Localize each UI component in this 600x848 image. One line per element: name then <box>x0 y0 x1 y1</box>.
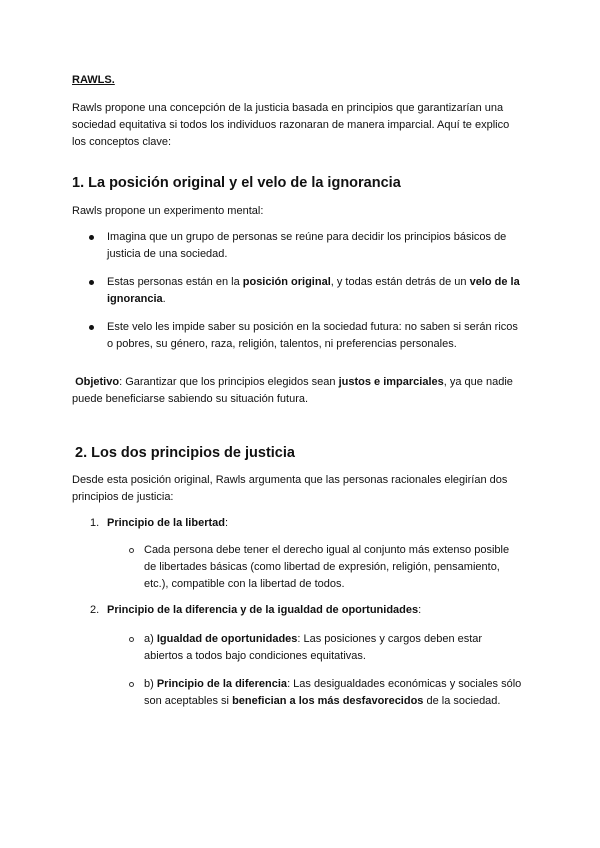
section-2-lead: Desde esta posición original, Rawls argumenta que las personas racionales elegirían dos principios de justicia: <box>72 474 508 503</box>
principle-2-title: Principio de la diferencia y de la igualdad de oportunidades: <box>107 604 422 616</box>
bullet-dot <box>89 325 94 330</box>
bullet-item: Imagina que un grupo de personas se reúne para decidir los principios básicos de justicia de una sociedad. <box>107 231 507 260</box>
section-2-heading: 2. Los dos principios de justicia <box>75 445 295 461</box>
intro-paragraph: Rawls propone una concepción de la justicia basada en principios que garantizarían una sociedad equitativa si todos los individuos razonaran de manera imparcial. Aquí te explico los conceptos clave: <box>72 102 510 148</box>
objective-paragraph: Objetivo: Garantizar que los principios elegidos sean justos e imparciales, ya que nadie puede beneficiarse sabiendo su situación futura. <box>72 376 513 405</box>
bullet-item: Este velo les impide saber su posición en la sociedad futura: no saben si serán ricos o pobres, su género, raza, religión, talentos, ni preferencias personales. <box>107 321 518 350</box>
list-number: 2. <box>90 604 100 616</box>
principle-1-detail: Cada persona debe tener el derecho igual al conjunto más extenso posible de libertades básicas (como libertad de expresión, religión, pensamiento, etc.), compatible con la libertad de todos. <box>144 544 510 590</box>
principle-2a-detail: a) Igualdad de oportunidades: Las posiciones y cargos deben estar abiertos a todos bajo condiciones equitativas. <box>144 633 483 662</box>
bullet-dot <box>89 280 94 285</box>
section-1-lead: Rawls propone un experimento mental: <box>72 205 264 217</box>
doc-title: RAWLS. <box>72 74 115 86</box>
bullet-dot <box>89 235 94 240</box>
principle-1-title: Principio de la libertad: <box>107 517 229 529</box>
bullet-item: Estas personas están en la posición original, y todas están detrás de un velo de la ignorancia. <box>107 276 520 305</box>
list-number: 1. <box>90 517 100 529</box>
sub-bullet-circle <box>129 637 134 642</box>
principle-2b-detail: b) Principio de la diferencia: Las desigualdades económicas y sociales sólo son aceptables si benefician a los más desfavorecidos de la sociedad. <box>144 678 522 707</box>
sub-bullet-circle <box>129 548 134 553</box>
section-1-heading: 1. La posición original y el velo de la ignorancia <box>72 175 401 191</box>
sub-bullet-circle <box>129 682 134 687</box>
